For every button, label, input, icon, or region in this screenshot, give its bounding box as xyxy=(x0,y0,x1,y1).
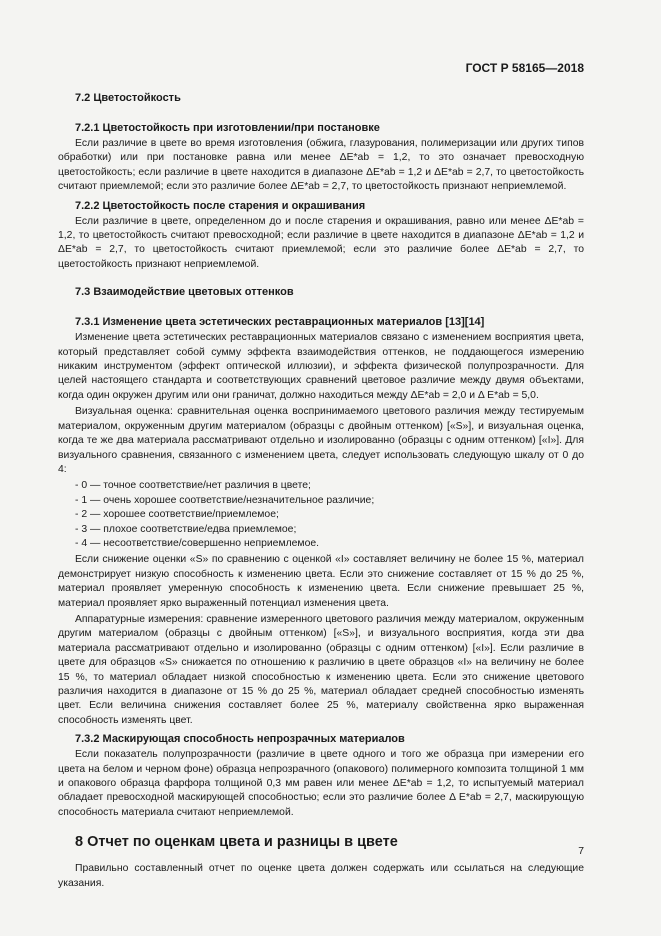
section-7-3-2-title: 7.3.2 Маскирующая способность непрозрачных материалов xyxy=(75,733,405,746)
section-7-3-1-paragraph-1: Изменение цвета эстетических реставрационных материалов связано с изменением восприятия цвета, который представляет собой сумму эффекта взаимодействия оттенков, не поддающегося измерению никаким инструментом (эффект оптической иллюзии), и эффекта физической полупрозрачности. Для целей настоящего стандарта и соответствующих сравнений цветовое различие между двумя объектами, когда один окружен другим или они граничат, должно находиться между ΔE*ab = 2,0 и Δ E*ab = 5,0. xyxy=(58,332,584,401)
section-7-2-2-title: 7.2.2 Цветостойкость после старения и окрашивания xyxy=(75,199,366,212)
section-8-paragraph: Правильно составленный отчет по оценке цвета должен содержать или ссылаться на следующие указания. xyxy=(58,863,584,889)
page-number: 7 xyxy=(578,846,584,857)
document-id: ГОСТ Р 58165—2018 xyxy=(465,61,584,75)
section-7-2-2-paragraph: Если различие в цвете, определенном до и после старения и окрашивания, равно или менее ΔE*ab = 1,2, то цветостойкость считают превосходной; если различие в цвете находится в диапазоне ΔE*ab = 1,2 и ΔE*ab = 2,7, то цветостойкость считают приемлемой; если это различие более ΔE*ab = 2,7, то цветостойкость признают неприемлемой. xyxy=(58,215,584,270)
scale-item: - 2 — хорошее соответствие/приемлемое; xyxy=(75,509,279,521)
scale-item: - 0 — точное соответствие/нет различия в цвете; xyxy=(75,480,311,492)
section-7-2-1-paragraph: Если различие в цвете во время изготовления (обжига, глазурования, полимеризации или других типов обработки) или при постановке равна или менее ΔE*ab = 1,2, то это означает превосходную цветостойкость; если различие в цвете находится в диапазоне ΔE*ab = 1,2 и ΔE*ab = 2,7, то цветостойкость считают приемлемой; если это различие более ΔE*ab = 2,7, то цветостойкость признают неприемлемой. xyxy=(58,138,584,193)
page-content xyxy=(58,92,584,893)
section-7-3-1-title: 7.3.1 Изменение цвета эстетических реставрационных материалов [13][14] xyxy=(75,316,485,329)
section-7-3-1-paragraph-2: Визуальная оценка: сравнительная оценка воспринимаемого цветового различия между тестируемым материалом, окруженным другим материалом (образцы с двойным оттенком) [«S»], и визуальная оценка, когда те же два материала рассматривают отдельно и изолированно (образцы с одним оттенком) [«I»]. Для визуального сравнения, связанного с изменением цвета, следует использовать следующую шкалу от 0 до 4: xyxy=(58,406,585,475)
section-7-2-title: 7.2 Цветостойкость xyxy=(75,92,181,104)
scale-item: - 4 — несоответствие/совершенно неприемлемое. xyxy=(75,537,320,549)
section-7-2-1-title: 7.2.1 Цветостойкость при изготовлении/при постановке xyxy=(75,122,380,134)
scale-item: - 3 — плохое соответствие/едва приемлемое; xyxy=(75,523,297,535)
section-7-3-2-paragraph: Если показатель полупрозрачности (различие в цвете одного и того же образца при измерении его цвета на белом и черном фоне) образца непрозрачного (опакового) полимерного композита толщиной 1 мм и опакового образца фарфора толщиной 0,3 мм равен или менее ΔE*ab = 1,2, то испытуемый материал обладает превосходной маскирующей способностью; если это различие более Δ E*ab = 2,7, маскирующую способность материала считают неприемлемой. xyxy=(58,749,584,818)
section-7-3-1-paragraph-3: Если снижение оценки «S» по сравнению с оценкой «I» составляет величину не более 15 %, материал демонстрирует низкую способность к изменению цвета. Если это снижение составляет от 15 % до 25 %, материал проявляет умеренную способность к изменению цвета. Если снижение превышает 25 %, материал проявляет ярко выраженный потенциал изменения цвета. xyxy=(58,554,584,609)
assessment-scale-list xyxy=(58,479,584,551)
section-7-3-1-paragraph-4: Аппаратурные измерения: сравнение измеренного цветового различия между материалом, окруженным другим материалом (образцы с двойным оттенком) [«S»], и визуального восприятия, когда эти два материала рассматривают отдельно и изолированно (образцы с одним оттенком) [«I»]. Если различие в цвете для образцов «S» снижается по отношению к различию в цвете образцов «I» на величину не более 15 %, то материал обладает низкой способностью к изменению цвета. Если это снижение цветового различия находится в диапазоне от 15 % до 25 %, материал обладает средней способностью изменять цвет. Если величина снижения составляет более 25 %, материалу свойственна ярко выраженная способность изменять цвет. xyxy=(58,613,584,726)
section-7-3-title: 7.3 Взаимодействие цветовых оттенков xyxy=(75,286,294,299)
scale-item: - 1 — очень хорошее соответствие/незначительное различие; xyxy=(75,494,375,506)
section-8-title: 8 Отчет по оценкам цвета и разницы в цвете xyxy=(75,834,398,851)
